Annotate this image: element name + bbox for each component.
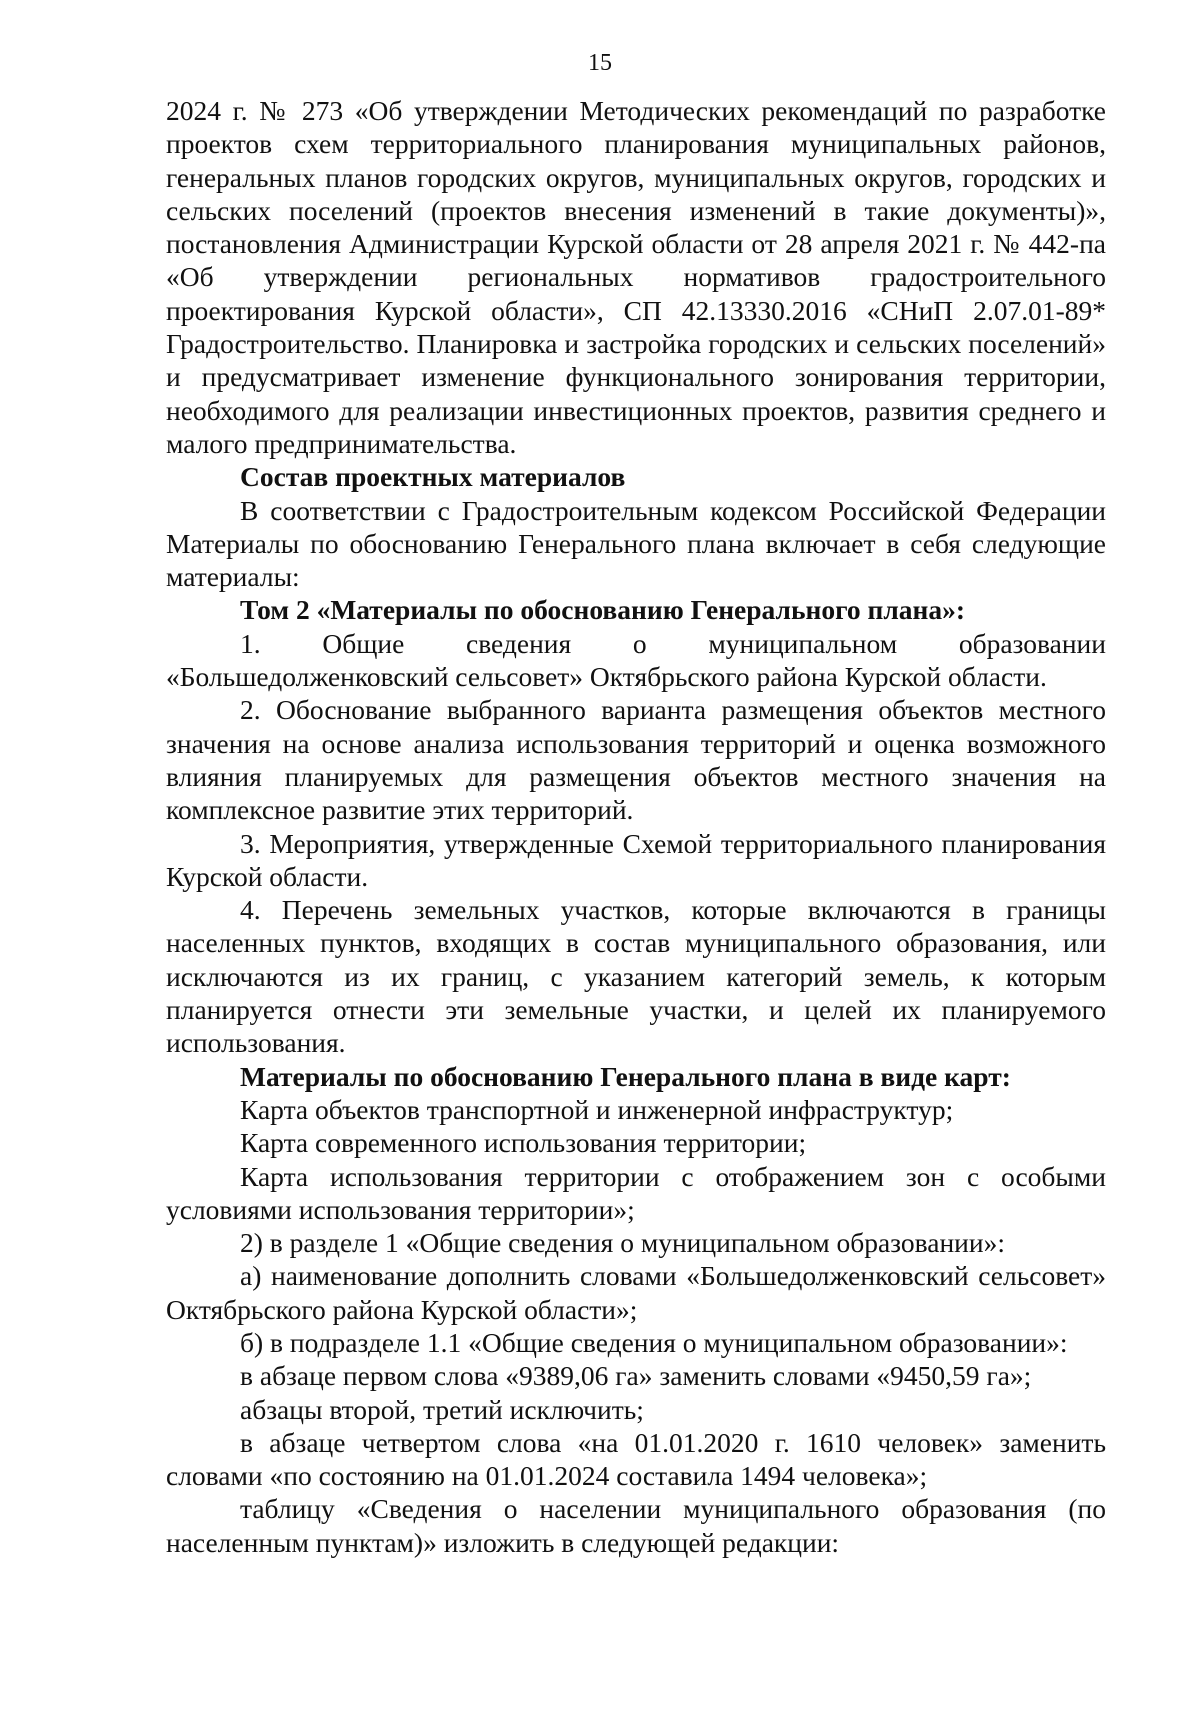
page-number: 15 [588, 50, 612, 76]
amendment-a: а) наименование дополнить словами «Большедолженковский сельсовет» Октябрьского района Курской области»; [166, 1260, 1106, 1325]
amendment-table: таблицу «Сведения о населении муниципального образования (по населенным пунктам)» изложить в следующей редакции: [166, 1493, 1106, 1558]
map-item-transport: Карта объектов транспортной и инженерной инфраструктур; [240, 1093, 954, 1125]
heading-project-materials: Состав проектных материалов [240, 461, 626, 493]
amendment-b: б) в подразделе 1.1 «Общие сведения о муниципальном образовании»: [240, 1326, 1068, 1358]
amendment-population: в абзаце четвертом слова «на 01.01.2020 г. 1610 человек» заменить словами «по состоянию на 01.01.2024 составила 1494 человека»; [166, 1426, 1106, 1492]
heading-map-materials: Материалы по обоснованию Генерального плана в виде карт: [240, 1060, 1011, 1092]
paragraph-urban-code: В соответствии с Градостроительным кодексом Российской Федерации Материалы по обоснованию Генерального плана включает в себя следующие материалы: [166, 494, 1106, 593]
list-item-2: 2. Обоснование выбранного варианта размещения объектов местного значения на основе анализа использования территорий и оценка возможного влияния планируемых для размещения объектов местного значения на комплексное развитие этих территорий. [166, 694, 1106, 826]
list-item-3: 3. Мероприятия, утвержденные Схемой территориального планирования Курской области. [166, 827, 1106, 892]
map-item-special-zones: Карта использования территории с отображением зон с особыми условиями использования территории»; [166, 1160, 1106, 1225]
list-item-1: 1. Общие сведения о муниципальном образовании «Большедолженковский сельсовет» Октябрьского района Курской области. [166, 627, 1106, 693]
list-item-4: 4. Перечень земельных участков, которые включаются в границы населенных пунктов, входящих в состав муниципального образования, или исключаются из их границ, с указанием категорий земель, к которым планируется отнести эти земельные участки, и целей их планируемого использования. [166, 894, 1106, 1059]
paragraph-regulations-intro: 2024 г. № 273 «Об утверждении Методических рекомендаций по разработке проектов схем территориального планирования муниципальных районов, генеральных планов городских округов, муниципальных округов, городских и сельских поселений (проектов внесения изменений в такие документы)», постановления Администрации Курской области от 28 апреля 2021 г. № 442-па «Об утверждении региональных нормативов градостроительного проектирования Курской области», СП 42.13330.2016 «СНиП 2.07.01-89* Градостроительство. Планировка и застройка городских и сельских поселений» и предусматривает изменение функционального зонирования территории, необходимого для реализации инвестиционных проектов, развития среднего и малого предпринимательства. [166, 95, 1106, 459]
amendment-section-1: 2) в разделе 1 «Общие сведения о муниципальном образовании»: [240, 1227, 1006, 1259]
heading-volume-2: Том 2 «Материалы по обоснованию Генерального плана»: [240, 594, 966, 626]
amendment-area: в абзаце первом слова «9389,06 га» заменить словами «9450,59 га»; [240, 1360, 1032, 1392]
document-body [166, 94, 1106, 1559]
amendment-exclude-paragraphs: абзацы второй, третий исключить; [240, 1393, 644, 1425]
map-item-current-use: Карта современного использования территории; [240, 1127, 807, 1159]
